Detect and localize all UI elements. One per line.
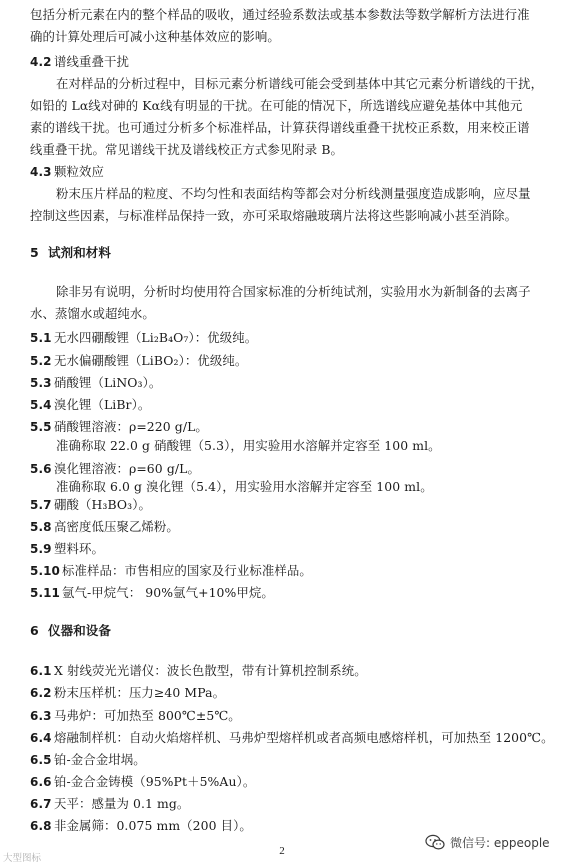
item-text: 氩气-甲烷气： 90%氩气+10%甲烷。	[62, 585, 274, 600]
list-item-5-6	[30, 460, 550, 478]
item-text: 塑料环。	[54, 541, 104, 556]
item-number: 5.10	[30, 564, 61, 578]
item-text: 硼酸（H₃BO₃）。	[54, 497, 151, 512]
item-number: 5.7	[30, 498, 52, 512]
item-number: 5.8	[30, 520, 52, 534]
item-text: 溴化锂溶液：ρ=60 g/L。	[54, 461, 200, 476]
list-item-6-1	[30, 662, 550, 680]
section-title: 仪器和设备	[48, 623, 112, 638]
item-number: 6.2	[30, 686, 52, 700]
wechat-icon	[425, 834, 445, 851]
body-line: 在对样品的分析过程中，目标元素分析谱线可能会受到基体中其它元素分析谱线的干扰，	[56, 76, 544, 91]
body-line: 除非另有说明，分析时均使用符合国家标准的分析纯试剂，实验用水为新制备的去离子	[56, 284, 531, 299]
item-text: 铂-金合金铸模（95%Pt＋5%Au）。	[54, 774, 256, 789]
subsection-heading-4-2	[30, 53, 550, 71]
section-heading-6	[30, 622, 550, 639]
item-text: 标准样品：市售相应的国家及行业标准样品。	[62, 563, 312, 578]
list-item-5-7	[30, 496, 550, 514]
item-number: 6.5	[30, 753, 52, 767]
item-number: 6.4	[30, 731, 52, 745]
subsection-title: 谱线重叠干扰	[54, 54, 129, 69]
section-number: 5	[30, 245, 39, 260]
list-item-5-11	[30, 584, 550, 602]
item-number: 6.7	[30, 797, 52, 811]
subsection-heading-4-3	[30, 163, 550, 181]
item-text: 无水四硼酸锂（Li₂B₄O₇）：优级纯。	[54, 330, 258, 345]
list-item-detail: 准确称取 6.0 g 溴化锂（5.4），用实验用水溶解并定容至 100 ml。	[56, 479, 433, 494]
list-item-5-2	[30, 352, 550, 370]
body-line: 控制这些因素，与标准样品保持一致，亦可采取熔融玻璃片法将这些影响减小甚至消除。	[30, 208, 518, 223]
item-number: 6.8	[30, 819, 52, 833]
body-line: 水、蒸馏水或超纯水。	[30, 306, 155, 321]
item-number: 5.3	[30, 376, 52, 390]
section-number: 6	[30, 623, 39, 638]
list-item-5-8	[30, 518, 550, 536]
item-text: 高密度低压聚乙烯粉。	[54, 519, 179, 534]
item-text: X 射线荧光光谱仪：波长色散型，带有计算机控制系统。	[54, 663, 367, 678]
item-number: 5.5	[30, 420, 52, 434]
item-number: 5.9	[30, 542, 52, 556]
subsection-number: 4.3	[30, 165, 52, 179]
item-text: 粉末压样机：压力≥40 MPa。	[54, 685, 226, 700]
item-text: 溴化锂（LiBr）。	[54, 397, 151, 412]
wechat-watermark	[425, 832, 550, 852]
item-number: 5.1	[30, 331, 52, 345]
item-text: 天平：感量为 0.1 mg。	[54, 796, 190, 811]
list-item-5-1	[30, 329, 550, 347]
body-line: 包括分析元素在内的整个样品的吸收，通过经验系数法或基本参数法等数学解析方法进行准	[30, 7, 530, 22]
item-number: 5.11	[30, 586, 61, 600]
body-line: 素的谱线干扰。也可通过分析多个标准样品，计算获得谱线重叠干扰校正系数，用来校正谱	[30, 120, 530, 135]
corner-watermark: 大型图标	[3, 853, 42, 864]
item-text: 非金属筛：0.075 mm（200 目）。	[54, 818, 252, 833]
item-text: 铂-金合金坩埚。	[54, 752, 146, 767]
watermark-text: 微信号: eppeople	[450, 835, 550, 850]
item-text: 无水偏硼酸锂（LiBO₂）：优级纯。	[54, 353, 248, 368]
body-line: 线重叠干扰。常见谱线干扰及谱线校正方式参见附录 B。	[30, 142, 344, 157]
list-item-6-2	[30, 684, 550, 702]
item-number: 6.6	[30, 775, 52, 789]
section-title: 试剂和材料	[48, 245, 112, 260]
item-number: 5.2	[30, 354, 52, 368]
list-item-detail: 准确称取 22.0 g 硝酸锂（5.3），用实验用水溶解并定容至 100 ml。	[56, 438, 441, 453]
list-item-6-5	[30, 751, 550, 769]
list-item-5-5	[30, 418, 550, 436]
subsection-number: 4.2	[30, 55, 52, 69]
body-line: 确的计算处理后可减小这种基体效应的影响。	[30, 29, 280, 44]
section-heading-5	[30, 244, 550, 261]
list-item-6-7	[30, 795, 550, 813]
list-item-6-4	[30, 729, 554, 747]
item-number: 6.1	[30, 664, 52, 678]
item-text: 硝酸锂溶液：ρ=220 g/L。	[54, 419, 208, 434]
item-number: 5.6	[30, 462, 52, 476]
subsection-title: 颗粒效应	[54, 164, 104, 179]
item-text: 熔融制样机：自动火焰熔样机、马弗炉型熔样机或者高频电感熔样机，可加热至 1200℃。	[54, 730, 554, 745]
page-number: 2	[279, 845, 285, 857]
body-line: 粉末压片样品的粒度、不均匀性和表面结构等都会对分析线测量强度造成影响，应尽量	[56, 186, 531, 201]
item-text: 马弗炉：可加热至 800℃±5℃。	[54, 708, 241, 723]
item-number: 5.4	[30, 398, 52, 412]
item-text: 硝酸锂（LiNO₃）。	[54, 375, 162, 390]
item-number: 6.3	[30, 709, 52, 723]
list-item-5-9	[30, 540, 550, 558]
list-item-6-6	[30, 773, 550, 791]
list-item-5-4	[30, 396, 550, 414]
list-item-6-3	[30, 707, 550, 725]
body-line: 如铅的 Lα线对砷的 Kα线有明显的干扰。在可能的情况下，所选谱线应避免基体中其他元	[30, 98, 523, 113]
list-item-5-3	[30, 374, 550, 392]
list-item-5-10	[30, 562, 550, 580]
